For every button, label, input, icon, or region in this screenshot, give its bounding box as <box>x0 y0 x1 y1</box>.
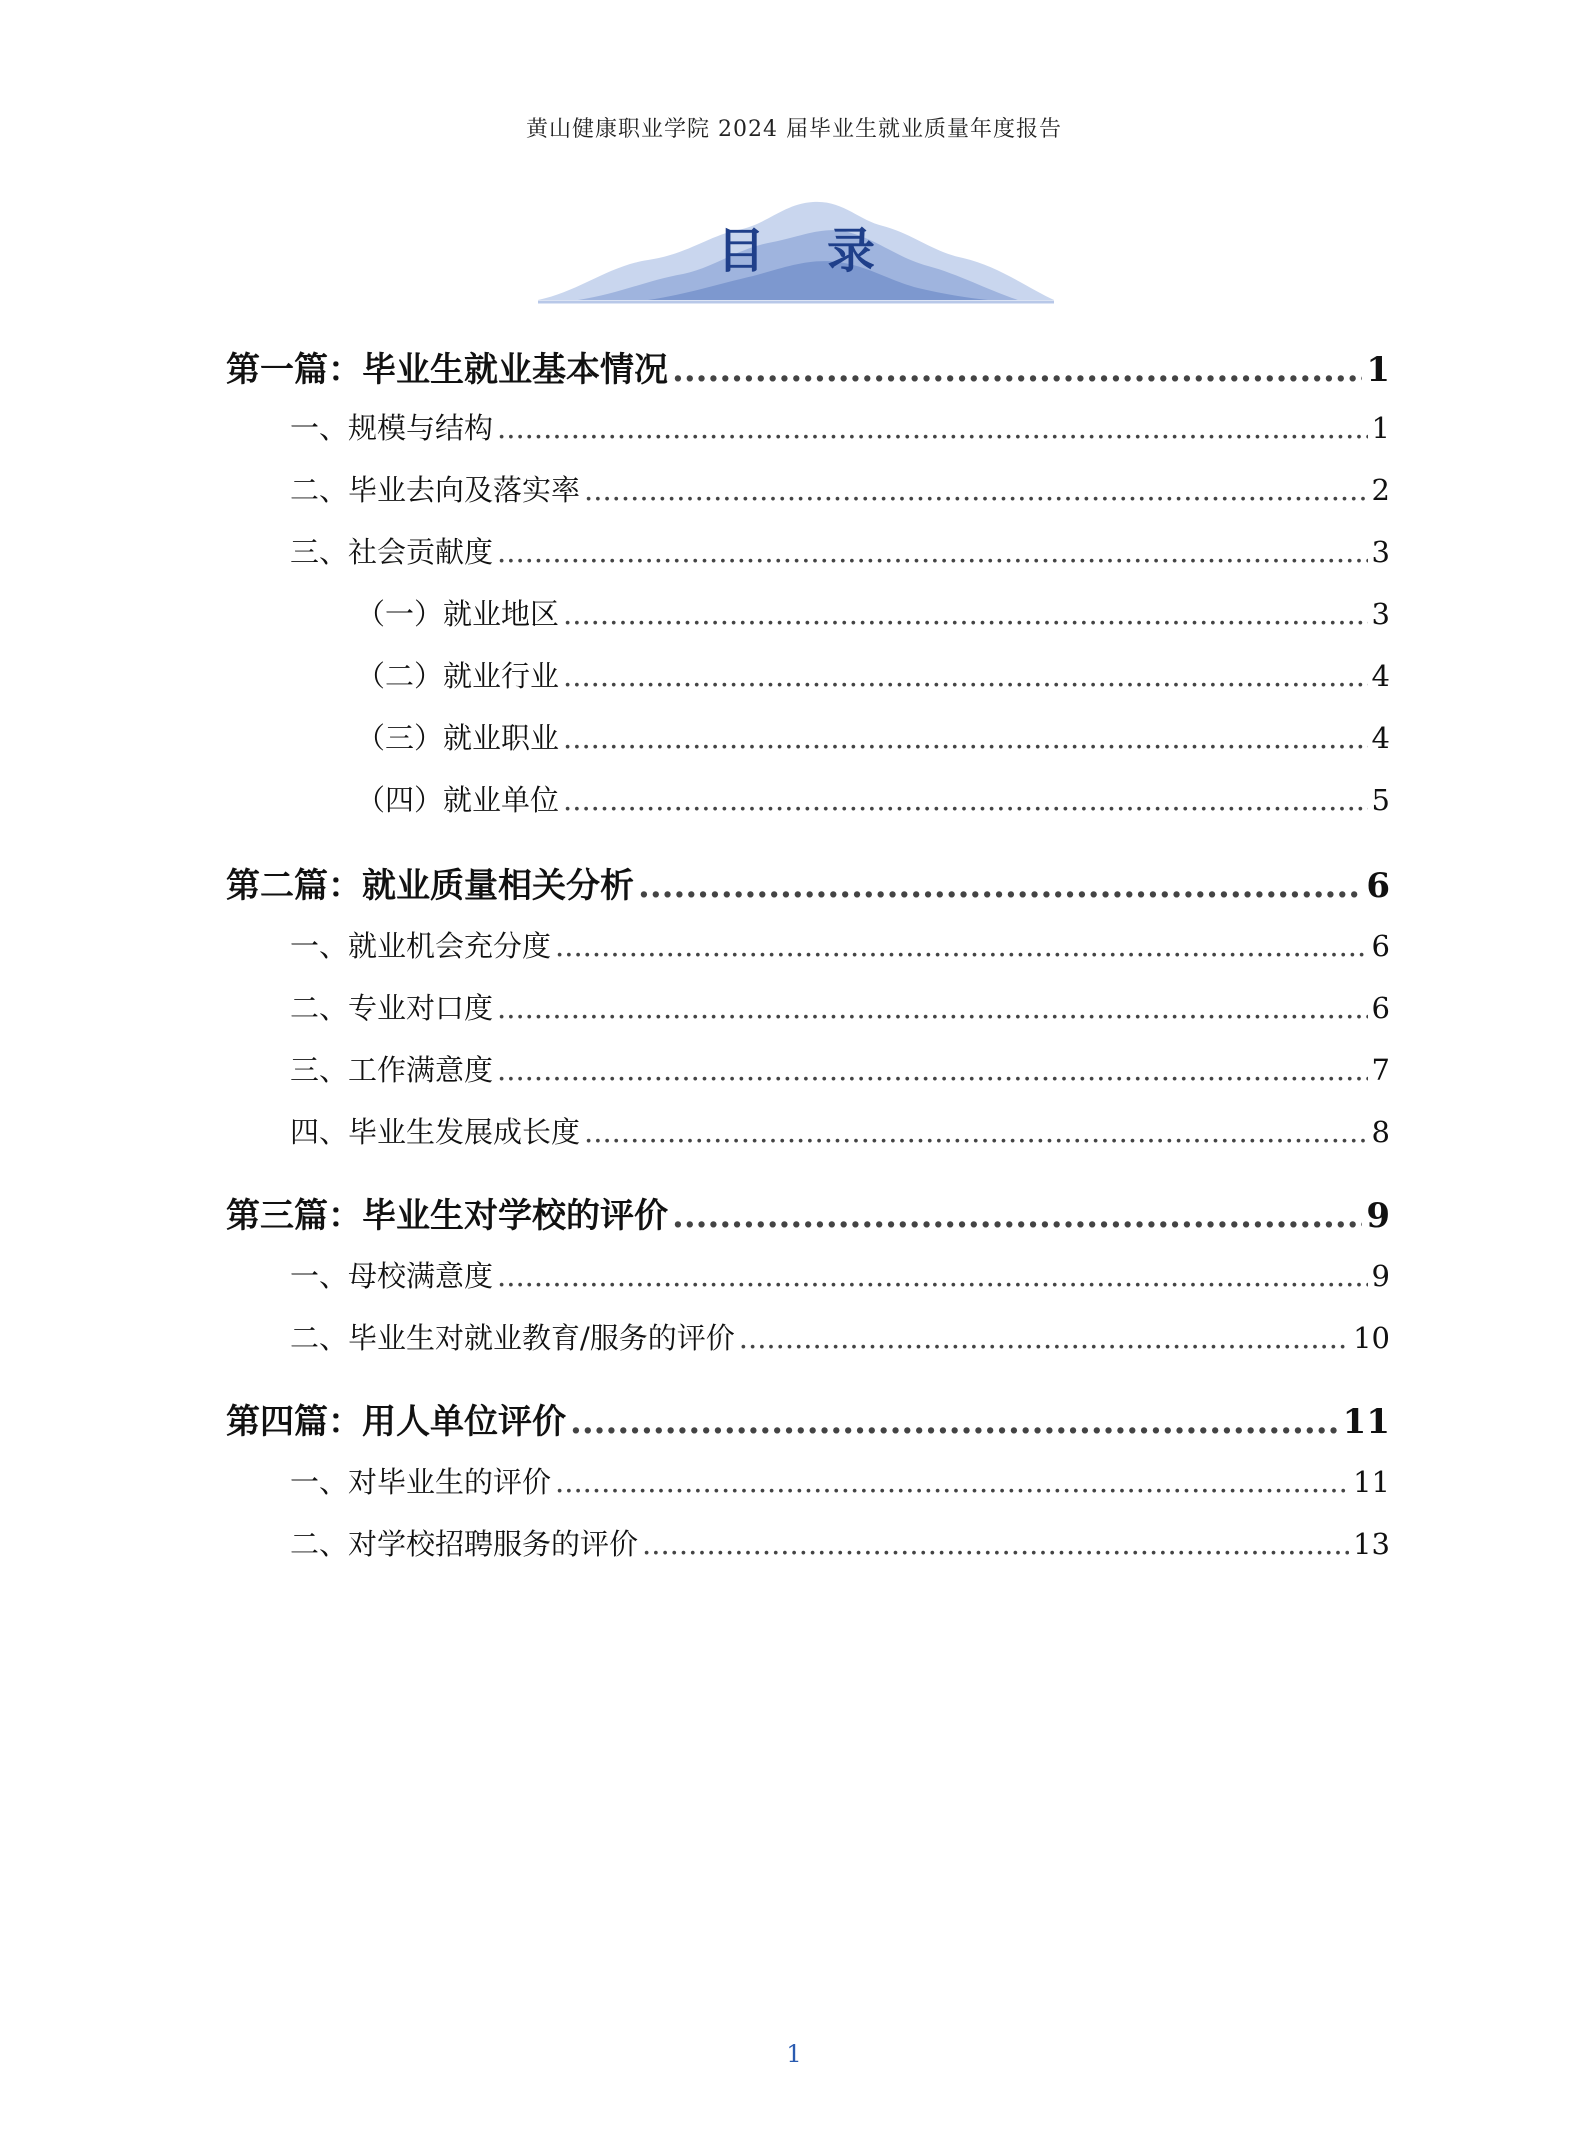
page-number: 1 <box>786 2040 802 2068</box>
toc-entry-label: 四、毕业生发展成长度 <box>290 1115 581 1149</box>
toc-entry-subsection[interactable] <box>356 716 1390 757</box>
toc-entry-subsection[interactable] <box>356 592 1390 633</box>
dot-leader <box>584 1115 1368 1149</box>
toc-entry-page: 4 <box>1371 659 1390 693</box>
toc-entry-page: 6 <box>1371 929 1390 963</box>
dot-leader <box>497 411 1368 445</box>
dot-leader <box>739 1321 1349 1355</box>
toc-entry-part-4[interactable] <box>226 1394 1390 1443</box>
toc-entry-section[interactable] <box>290 1460 1390 1501</box>
toc-entry-label: 第一篇：毕业生就业基本情况 <box>226 350 668 390</box>
dot-leader <box>563 721 1368 755</box>
toc-entry-section[interactable] <box>290 924 1390 965</box>
dot-leader <box>563 783 1368 817</box>
toc-entry-page: 13 <box>1353 1527 1390 1561</box>
toc-entry-label: （二）就业行业 <box>356 659 560 693</box>
toc-entry-subsection[interactable] <box>356 654 1390 695</box>
toc-entry-page: 2 <box>1371 473 1390 507</box>
toc-entry-part-1[interactable] <box>226 342 1390 391</box>
toc-entry-subsection[interactable] <box>356 778 1390 819</box>
toc-entry-label: 第三篇：毕业生对学校的评价 <box>226 1196 668 1236</box>
dot-leader <box>555 1465 1349 1499</box>
dot-leader <box>497 1259 1368 1293</box>
toc-entry-section[interactable] <box>290 1110 1390 1151</box>
toc-entry-section[interactable] <box>290 1522 1390 1563</box>
toc-entry-page: 1 <box>1371 411 1390 445</box>
toc-entry-label: 三、社会贡献度 <box>290 535 494 569</box>
toc-entry-section[interactable] <box>290 1254 1390 1295</box>
dot-leader <box>563 659 1368 693</box>
toc-entry-page: 10 <box>1353 1321 1390 1355</box>
toc-entry-label: 二、毕业生对就业教育/服务的评价 <box>290 1321 735 1355</box>
toc-entry-label: （四）就业单位 <box>356 783 560 817</box>
toc-entry-label: 一、就业机会充分度 <box>290 929 552 963</box>
toc-entry-page: 9 <box>1371 1259 1390 1293</box>
toc-entry-label: （一）就业地区 <box>356 597 560 631</box>
dot-leader <box>497 991 1368 1025</box>
dot-leader <box>584 473 1368 507</box>
toc-entry-page: 5 <box>1371 783 1390 817</box>
toc-entry-page: 6 <box>1366 866 1390 906</box>
toc-entry-section[interactable] <box>290 986 1390 1027</box>
toc-entry-label: 二、对学校招聘服务的评价 <box>290 1527 639 1561</box>
toc-entry-page: 3 <box>1371 535 1390 569</box>
toc-entry-label: 一、对毕业生的评价 <box>290 1465 552 1499</box>
dot-leader <box>672 350 1362 390</box>
toc-entry-section[interactable] <box>290 468 1390 509</box>
dot-leader <box>642 1527 1349 1561</box>
toc-entry-page: 1 <box>1366 350 1390 390</box>
toc-entry-page: 9 <box>1366 1196 1390 1236</box>
toc-entry-page: 4 <box>1371 721 1390 755</box>
toc-entry-section[interactable] <box>290 530 1390 571</box>
toc-entry-part-2[interactable] <box>226 858 1390 907</box>
toc-entry-part-3[interactable] <box>226 1188 1390 1237</box>
toc-entry-page: 8 <box>1371 1115 1390 1149</box>
toc-entry-label: 一、规模与结构 <box>290 411 494 445</box>
toc-entry-page: 3 <box>1371 597 1390 631</box>
dot-leader <box>570 1402 1339 1442</box>
toc-entry-label: 第二篇：就业质量相关分析 <box>226 866 634 906</box>
toc-entry-page: 11 <box>1353 1465 1390 1499</box>
toc-entry-section[interactable] <box>290 1048 1390 1089</box>
toc-heading: 目录 <box>716 223 937 279</box>
toc-entry-label: 二、专业对口度 <box>290 991 494 1025</box>
toc-banner <box>538 196 1054 304</box>
toc-entry-label: （三）就业职业 <box>356 721 560 755</box>
dot-leader <box>497 1053 1368 1087</box>
toc-entry-page: 11 <box>1342 1402 1390 1442</box>
toc-entry-section[interactable] <box>290 1316 1390 1357</box>
dot-leader <box>638 866 1362 906</box>
dot-leader <box>563 597 1368 631</box>
toc-entry-label: 第四篇：用人单位评价 <box>226 1402 566 1442</box>
toc-entry-label: 一、母校满意度 <box>290 1259 494 1293</box>
toc-entry-section[interactable] <box>290 406 1390 447</box>
dot-leader <box>497 535 1368 569</box>
toc-entry-label: 二、毕业去向及落实率 <box>290 473 581 507</box>
dot-leader <box>555 929 1368 963</box>
toc-entry-page: 6 <box>1371 991 1390 1025</box>
dot-leader <box>672 1196 1362 1236</box>
toc-entry-page: 7 <box>1371 1053 1390 1087</box>
toc-entry-label: 三、工作满意度 <box>290 1053 494 1087</box>
running-header: 黄山健康职业学院 2024 届毕业生就业质量年度报告 <box>526 117 1062 142</box>
